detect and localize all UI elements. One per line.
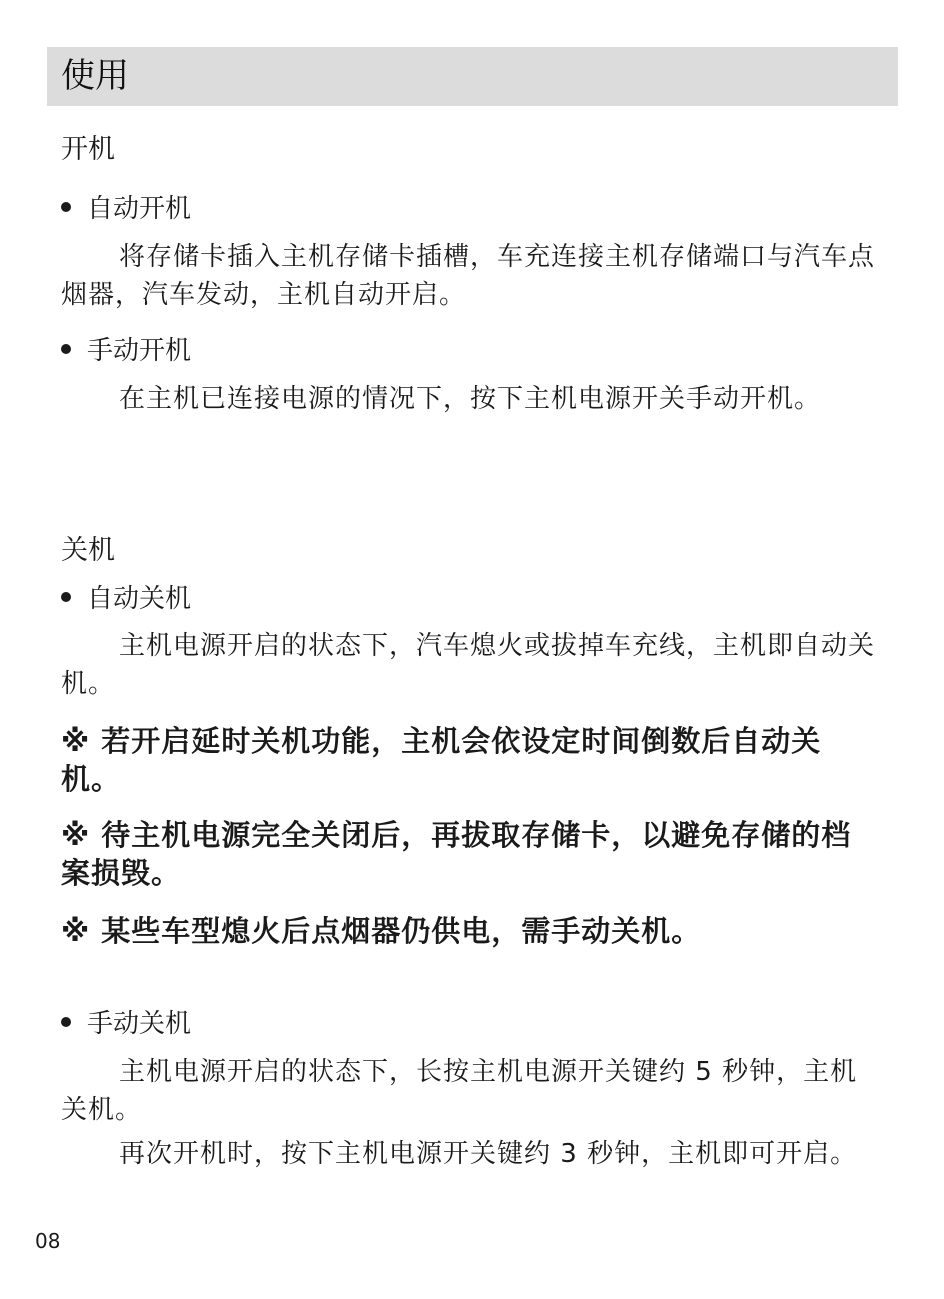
bullet-icon [61, 1017, 71, 1027]
manual-power-off-text: 主机电源开启的状态下，长按主机电源开关键约 5 秒钟，主机关机。 [61, 1057, 858, 1125]
note-cigarette-lighter: ※ 某些车型熄火后点烟器仍供电，需手动关机。 [61, 914, 702, 948]
manual-power-on-item [61, 334, 191, 368]
manual-power-on-label: 手动开机 [87, 336, 192, 366]
auto-power-off-label: 自动关机 [87, 584, 192, 614]
power-off-heading: 关机 [61, 535, 115, 566]
note-delay-shutdown: ※ 若开启延时关机功能，主机会依设定时间倒数后自动关机。 [61, 724, 822, 796]
bullet-icon [61, 592, 71, 602]
manual-power-off-label: 手动关机 [87, 1009, 192, 1039]
auto-power-on-text: 将存储卡插入主机存储卡插槽，车充连接主机存储端口与汽车点烟器，汽车发动，主机自动开启。 [61, 242, 876, 310]
auto-power-on-label: 自动开机 [87, 194, 192, 224]
page-number: 08 [35, 1229, 61, 1253]
power-on-heading: 开机 [61, 134, 115, 165]
auto-power-off-text: 主机电源开启的状态下，汽车熄火或拔掉车充线，主机即自动关机。 [61, 631, 876, 699]
bullet-icon [61, 202, 71, 212]
note-remove-card: ※ 待主机电源完全关闭后，再拔取存储卡，以避免存储的档案损毁。 [61, 818, 852, 890]
restart-text: 再次开机时，按下主机电源开关键约 3 秒钟，主机即可开启。 [119, 1139, 858, 1169]
section-header-bar [47, 47, 898, 106]
bullet-icon [61, 344, 71, 354]
page-title: 使用 [61, 56, 129, 96]
manual-power-on-text: 在主机已连接电源的情况下，按下主机电源开关手动开机。 [119, 384, 822, 414]
auto-power-on-item [61, 192, 191, 226]
auto-power-off-item [61, 582, 191, 616]
manual-power-off-item [61, 1007, 191, 1041]
